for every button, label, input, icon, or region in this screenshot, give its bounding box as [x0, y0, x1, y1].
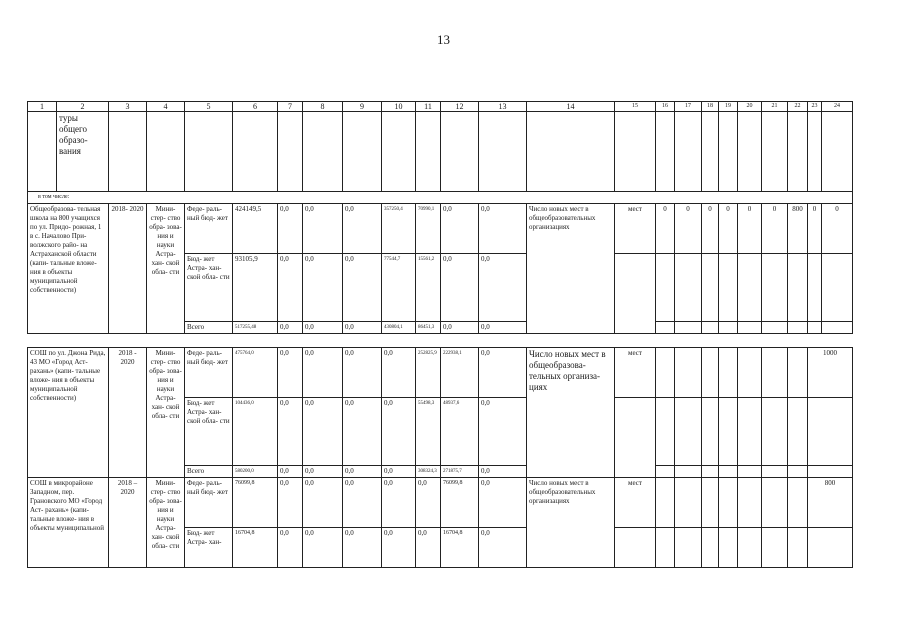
- target-value: 800: [808, 478, 853, 528]
- cell-value: 0,0: [479, 254, 527, 322]
- cell-value: 0,0: [303, 478, 343, 528]
- cell-value: 0,0: [278, 322, 303, 334]
- spacer-row: [28, 334, 853, 348]
- col-num: 11: [416, 102, 441, 112]
- fund-label: Феде- раль- ный бюд- жет: [185, 204, 233, 254]
- target-value: [675, 348, 702, 398]
- target-value: [656, 348, 675, 398]
- col-num: 3: [109, 102, 147, 112]
- target-value: [788, 348, 808, 398]
- cell-value: 0,0: [416, 528, 441, 568]
- cell-value: 0,0: [343, 528, 382, 568]
- col-num: 2: [57, 102, 109, 112]
- period: 2018 - 2020: [109, 348, 147, 478]
- fund-label: Бюд- жет Астра- хан- ской обла- сти: [185, 254, 233, 322]
- cell-value: 0,0: [303, 398, 343, 466]
- cell-value: 271875,7: [441, 466, 479, 478]
- col-num: 23: [808, 102, 822, 112]
- col-num: 16: [656, 102, 675, 112]
- fund-label: Бюд- жет Астра- хан-: [185, 528, 233, 568]
- cell-value: 357250,4: [382, 204, 416, 254]
- cell-value: 0,0: [278, 478, 303, 528]
- cell-value: 16704,8: [441, 528, 479, 568]
- cell-value: 0,0: [278, 528, 303, 568]
- executor: Мини- стер- ство обра- зова- ния и науки Астра- хан- ской обла- сти: [147, 204, 185, 334]
- fund-label: Феде- раль- ный бюд- жет: [185, 478, 233, 528]
- cell-value: 93105,9: [233, 254, 278, 322]
- cell-value: 222938,1: [441, 348, 479, 398]
- cell-value: 0,0: [343, 478, 382, 528]
- cell-value: 580200,0: [233, 466, 278, 478]
- cell-value: 0,0: [479, 322, 527, 334]
- col-num: 17: [675, 102, 702, 112]
- cell-value: 76099,8: [233, 478, 278, 528]
- cell-value: 0,0: [479, 466, 527, 478]
- cell-value: 0,0: [303, 528, 343, 568]
- cell-value: 15561,2: [416, 254, 441, 322]
- target-value: [762, 348, 788, 398]
- cell-value: 0,0: [441, 254, 479, 322]
- cell-value: 0,0: [382, 398, 416, 466]
- fund-label: Бюд- жет Астра- хан- ской обла- сти: [185, 398, 233, 466]
- col-num: 10: [382, 102, 416, 112]
- target-value: 0: [675, 204, 702, 254]
- page-number: 13: [437, 32, 450, 47]
- col-num: 5: [185, 102, 233, 112]
- col-num: 19: [719, 102, 738, 112]
- cell-value: 0,0: [303, 466, 343, 478]
- cell-value: 0,0: [382, 348, 416, 398]
- col-num: 13: [479, 102, 527, 112]
- data-table: [27, 101, 853, 568]
- cell-value: 0,0: [479, 528, 527, 568]
- cell-value: 0,0: [343, 322, 382, 334]
- cell-value: 308324,3: [416, 466, 441, 478]
- cell-value: 0,0: [303, 322, 343, 334]
- target-value: 0: [702, 204, 719, 254]
- cell-value: 104436,0: [233, 398, 278, 466]
- cell-value: 0,0: [382, 478, 416, 528]
- indicator: Число новых мест в общеобразова- тельных организа- циях: [527, 348, 615, 478]
- executor: Мини- стер- ство обра- зова- ния и науки Астра- хан- ской обла- сти: [147, 478, 185, 568]
- table-row: [28, 478, 853, 528]
- cell-value: 0,0: [441, 204, 479, 254]
- cell-value: 48937,6: [441, 398, 479, 466]
- table-row: [28, 348, 853, 398]
- col-num: 1: [28, 102, 57, 112]
- col-num: 8: [303, 102, 343, 112]
- cell-value: 430804,1: [382, 322, 416, 334]
- unit: мест: [615, 348, 656, 398]
- col-num: 20: [738, 102, 762, 112]
- col-num: 4: [147, 102, 185, 112]
- cell-value: 0,0: [343, 348, 382, 398]
- cell-value: 0,0: [382, 466, 416, 478]
- cell-value: 0,0: [303, 254, 343, 322]
- col-num: 18: [702, 102, 719, 112]
- col-num: 7: [278, 102, 303, 112]
- col-num: 6: [233, 102, 278, 112]
- period: 2018- 2020: [109, 204, 147, 334]
- column-number-row: [28, 102, 853, 112]
- target-value: [738, 348, 762, 398]
- continuation-text: туры общего образо- вания: [57, 112, 109, 192]
- cell-value: 0,0: [382, 528, 416, 568]
- cell-value: 0,0: [278, 466, 303, 478]
- cell-value: 0,0: [343, 254, 382, 322]
- target-value: 0: [719, 204, 738, 254]
- fund-label: Всего: [185, 322, 233, 334]
- cell-value: 0,0: [479, 348, 527, 398]
- cell-value: 0,0: [278, 398, 303, 466]
- cell-value: 0,0: [278, 204, 303, 254]
- target-value: [719, 348, 738, 398]
- unit: мест: [615, 204, 656, 254]
- cell-value: 0,0: [303, 204, 343, 254]
- cell-value: 0,0: [441, 322, 479, 334]
- cell-value: 0,0: [343, 204, 382, 254]
- target-value: 0: [762, 204, 788, 254]
- object-name: СОШ по ул. Джона Рида, 43 МО «Город Аст- рахань» (капи- тальные вложе- ния в объекты муниципальной собственности): [28, 348, 109, 478]
- target-value: 0: [656, 204, 675, 254]
- subheader-row: [28, 192, 853, 204]
- cell-value: 424149,5: [233, 204, 278, 254]
- cell-value: 55498,3: [416, 398, 441, 466]
- cell-value: 0,0: [479, 478, 527, 528]
- target-value: 0: [808, 204, 822, 254]
- unit: мест: [615, 478, 656, 528]
- cell-value: 0,0: [479, 398, 527, 466]
- cell-value: 517255,48: [233, 322, 278, 334]
- cell-value: 76099,8: [441, 478, 479, 528]
- subheader-text: в том числе:: [28, 192, 853, 204]
- period: 2018 – 2020: [109, 478, 147, 568]
- col-num: 9: [343, 102, 382, 112]
- table-row: [28, 204, 853, 254]
- target-value: 800: [788, 204, 808, 254]
- cell-value: 252825,9: [416, 348, 441, 398]
- cell-value: 70990,1: [416, 204, 441, 254]
- col-num: 21: [762, 102, 788, 112]
- cell-value: 77544,7: [382, 254, 416, 322]
- cell-value: 16704,8: [233, 528, 278, 568]
- col-num: 14: [527, 102, 615, 112]
- target-value: 0: [738, 204, 762, 254]
- fund-label: Феде- раль- ный бюд- жет: [185, 348, 233, 398]
- cell-value: 0,0: [479, 204, 527, 254]
- target-value: 1000: [808, 348, 853, 398]
- executor: Мини- стер- ство обра- зова- ния и науки Астра- хан- ской обла- сти: [147, 348, 185, 478]
- indicator: Число новых мест в общеобразовательных организациях: [527, 478, 615, 568]
- cell-value: 0,0: [278, 348, 303, 398]
- fund-label: Всего: [185, 466, 233, 478]
- cell-value: 0,0: [303, 348, 343, 398]
- col-num: 15: [615, 102, 656, 112]
- cell-value: 0,0: [343, 466, 382, 478]
- cell-value: 0,0: [416, 478, 441, 528]
- cell-value: 86451,3: [416, 322, 441, 334]
- object-name: Общеобразова- тельная школа на 800 учащихся по ул. Придо- рожная, 1 в с. Началово При- волжского райо- на Астраханской области (капи- тальные вложе- ния в объекты муниципальной собственности): [28, 204, 109, 334]
- cell-value: 475764,0: [233, 348, 278, 398]
- cell-value: 0,0: [278, 254, 303, 322]
- col-num: 12: [441, 102, 479, 112]
- cell-value: 0,0: [343, 398, 382, 466]
- target-value: [702, 348, 719, 398]
- continuation-row: [28, 112, 853, 192]
- col-num: 22: [788, 102, 808, 112]
- object-name: СОШ в микрорайоне Западном, пер. Грановского МО «Город Аст- рахань» (капи- тальные вложе- ния в объекты муниципальной: [28, 478, 109, 568]
- col-num: 24: [822, 102, 853, 112]
- indicator: Число новых мест в общеобразовательных организациях: [527, 204, 615, 334]
- target-value: 0: [822, 204, 853, 254]
